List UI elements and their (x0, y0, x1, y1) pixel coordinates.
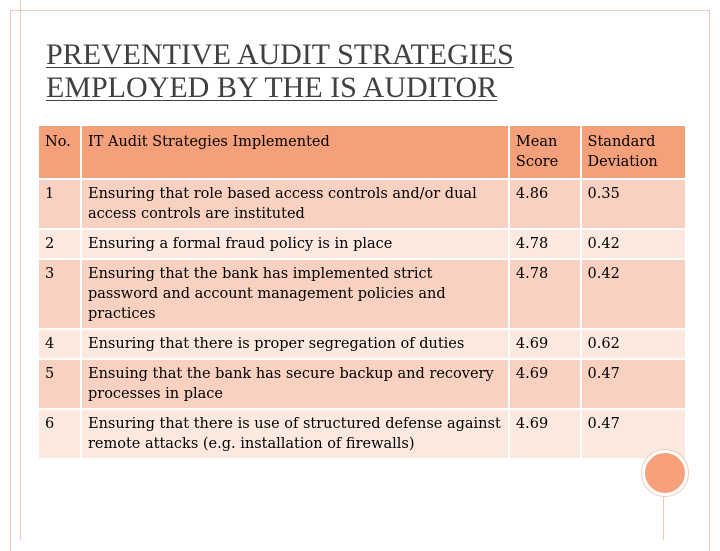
cell-strategy: Ensuing that the bank has secure backup and recovery processes in place (81, 359, 509, 409)
cell-strategy: Ensuring that role based access controls and/or dual access controls are instituted (81, 179, 509, 229)
header-no: No. (38, 125, 81, 179)
cell-sd: 0.47 (581, 409, 685, 458)
table-row (38, 259, 685, 329)
table-header-row (38, 125, 685, 179)
cell-strategy: Ensuring that there is use of structured defense against remote attacks (e.g. installation of firewalls) (81, 409, 509, 458)
cell-no: 6 (38, 409, 81, 458)
cell-strategy: Ensuring that there is proper segregation of duties (81, 329, 509, 359)
cell-no: 1 (38, 179, 81, 229)
header-mean: Mean Score (509, 125, 581, 179)
cell-strategy: Ensuring that the bank has implemented strict password and account management policies and practices (81, 259, 509, 329)
cell-sd: 0.42 (581, 229, 685, 259)
decorative-circle (642, 450, 688, 496)
header-strategy: IT Audit Strategies Implemented (81, 125, 509, 179)
title-line-1: PREVENTIVE AUDIT STRATEGIES (46, 38, 514, 71)
cell-sd: 0.42 (581, 259, 685, 329)
table-row (38, 179, 685, 229)
cell-sd: 0.47 (581, 359, 685, 409)
audit-strategies-table (37, 124, 685, 458)
table-row (38, 329, 685, 359)
cell-no: 5 (38, 359, 81, 409)
cell-sd: 0.62 (581, 329, 685, 359)
cell-mean: 4.78 (509, 259, 581, 329)
cell-mean: 4.69 (509, 329, 581, 359)
cell-mean: 4.78 (509, 229, 581, 259)
cell-mean: 4.86 (509, 179, 581, 229)
slide-left-rule (20, 0, 21, 540)
table-row (38, 359, 685, 409)
header-sd: Standard Deviation (581, 125, 685, 179)
decorative-line (663, 496, 664, 540)
cell-mean: 4.69 (509, 359, 581, 409)
table-row (38, 409, 685, 458)
cell-strategy: Ensuring a formal fraud policy is in place (81, 229, 509, 259)
slide-title (46, 38, 514, 104)
title-line-2: EMPLOYED BY THE IS AUDITOR (46, 71, 498, 104)
table-row (38, 229, 685, 259)
cell-mean: 4.69 (509, 409, 581, 458)
cell-no: 4 (38, 329, 81, 359)
cell-no: 2 (38, 229, 81, 259)
cell-sd: 0.35 (581, 179, 685, 229)
cell-no: 3 (38, 259, 81, 329)
